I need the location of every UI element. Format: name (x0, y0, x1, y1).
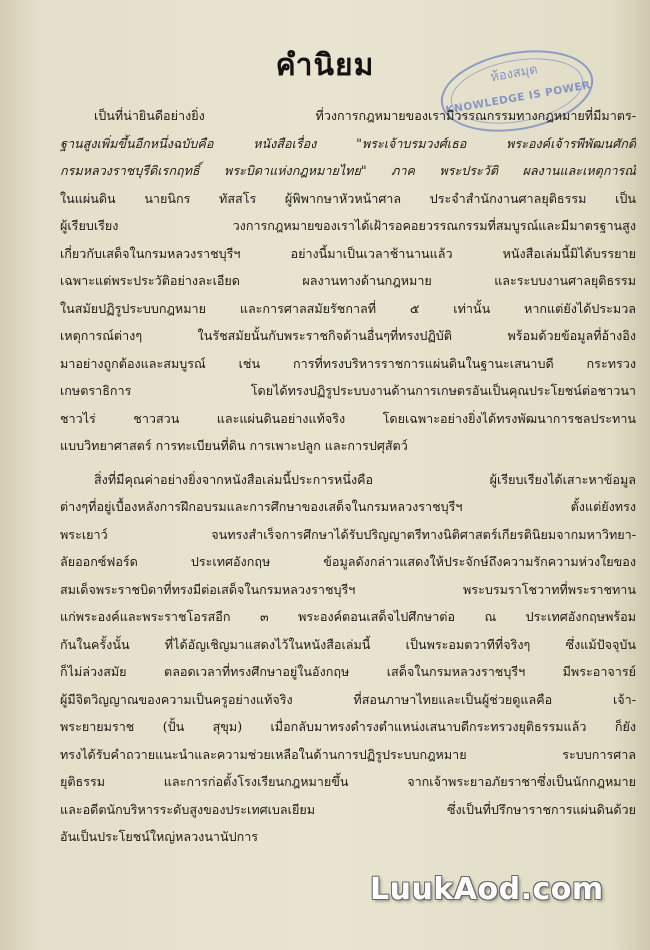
stamp-top-text: ห้องสมุด (489, 62, 539, 86)
body-line: ก็ไม่ล่วงสมัย ตลอดเวลาที่ทรงศึกษาอยู่ในอังกฤษ เสด็จในกรมหลวงราชบุรีฯ มีพระอาจารย์ (60, 664, 636, 679)
stamp-bottom-text: KNOWLEDGE IS POWER (444, 79, 592, 117)
body-line: ผู้มีจิตวิญญาณของความเป็นครูอย่างแท้จริง ที่สอนภาษาไทยและเป็นผู้ช่วยดูแลคือ เจ้า- (60, 691, 636, 707)
body-line: เกี่ยวกับเสด็จในกรมหลวงราชบุรีฯ อย่างนี้มาเป็นเวลาช้านานแล้ว หนังสือเล่มนี้มิได้บรรยาย (60, 245, 636, 261)
body-line: พระยายมราช (ปั้น สุขุม) เมื่อกลับมาทรงดำรงตำแหน่งเสนาบดีกระทรวงยุติธรรมแล้ว ก็ยัง (60, 719, 636, 734)
body-line: พระเยาว์ จนทรงสำเร็จการศึกษาได้รับปริญญาตรีทางนิติศาสตร์เกียรตินิยมจากมหาวิทยา- (60, 526, 636, 542)
body-line: ทรงได้รับคำถวายแนะนำและความช่วยเหลือในด้านการปฏิรูประบบกฎหมาย ระบบการศาล (60, 746, 636, 762)
foreword-body (60, 102, 636, 851)
body-line: ในแผ่นดิน นายนิกร ทัสสโร ผู้พิพากษาหัวหน้าศาล ประจำสำนักงานศาลยุติธรรม เป็น (60, 190, 636, 206)
page-title: คำนิยม (275, 48, 375, 83)
site-watermark: LuukAod.com (370, 872, 604, 907)
body-line: กรมหลวงราชบุรีดิเรกฤทธิ์ พระบิดาแห่งกฎหมายไทย" ภาค พระประวัติ ผลงานและเหตุการณ์ (60, 163, 636, 178)
body-line: เกษตราธิการ โดยได้ทรงปฏิรูประบบงานด้านการเกษตรอันเป็นคุณประโยชน์ต่อชาวนา (60, 383, 636, 398)
body-line: กันในครั้งนั้น ที่ได้อัญเชิญมาแสดงไว้ในหนังสือเล่มนี้ เป็นพระอมตวาทีที่จริงๆ ซึ่งแม้ปัจจุบัน (60, 636, 636, 652)
body-line: แก่พระองค์และพระราชโอรสอีก ๓ พระองค์ตอนเสด็จไปศึกษาต่อ ณ ประเทศอังกฤษพร้อม (60, 609, 636, 624)
body-line: แบบวิทยาศาสตร์ การทะเบียนที่ดิน การเพาะปลูก และการปศุสัตว์ (60, 438, 408, 453)
body-line: ชาวไร่ ชาวสวน และแผ่นดินอย่างแท้จริง โดยเฉพาะอย่างยิ่งได้ทรงพัฒนาการชลประทาน (60, 410, 636, 426)
body-line: มาอย่างถูกต้องและสมบูรณ์ เช่น การที่ทรงบริหารราชการแผ่นดินในฐานะเสนาบดี กระทรวง (60, 355, 636, 371)
body-line: สิ่งที่มีคุณค่าอย่างยิ่งจากหนังสือเล่มนี้ประการหนึ่งคือ ผู้เรียบเรียงได้เสาะหาข้อมูล (94, 471, 636, 487)
body-line: เหตุการณ์ต่างๆ ในรัชสมัยนั้นกับพระราชกิจด้านอื่นๆที่ทรงปฏิบัติ พร้อมด้วยข้อมูลที่อ้างอิง (60, 328, 636, 343)
body-line: ลัยออกซ์ฟอร์ด ประเทศอังกฤษ ข้อมูลดังกล่าวแสดงให้ประจักษ์ถึงความรักความห่วงใยของ (60, 554, 636, 569)
body-line: ในสมัยปฏิรูประบบกฎหมาย และการศาลสมัยรัชกาลที่ ๕ เท่านั้น หากแต่ยังได้ประมวล (60, 300, 636, 316)
body-line: ยุติธรรม และการก่อตั้งโรงเรียนกฎหมายขึ้น จากเจ้าพระยาอภัยราชาซึ่งเป็นนักกฎหมาย (60, 774, 636, 789)
body-line: ฐานสูงเพิ่มขึ้นอีกหนึ่งฉบับคือ หนังสือเรื่อง "พระเจ้าบรมวงศ์เธอ พระองค์เจ้ารพีพัฒนศักดิ์ (60, 135, 636, 151)
body-line: เป็นที่น่ายินดีอย่างยิ่ง ที่วงการกฎหมายของเรามีวรรณกรรมทางกฎหมายที่มีมาตร- (94, 108, 636, 123)
body-line: ต่างๆที่อยู่เบื้องหลังการฝึกอบรมและการศึกษาของเสด็จในกรมหลวงราชบุรีฯ ตั้งแต่ยังทรง (60, 499, 636, 514)
body-line: อันเป็นประโยชน์ใหญ่หลวงนานัปการ (60, 829, 259, 844)
body-line: เฉพาะแต่พระประวัติอย่างละเอียด ผลงานทางด้านกฎหมาย และระบบงานศาลยุติธรรม (60, 273, 636, 288)
body-line: สมเด็จพระราชบิดาที่ทรงมีต่อเสด็จในกรมหลวงราชบุรีฯ พระบรมราโชวาทที่พระราชทาน (60, 581, 636, 597)
body-line: และอดีตนักบริหารระดับสูงของประเทศเบลเยียม ซึ่งเป็นที่ปรึกษาราชการแผ่นดินด้วย (60, 801, 636, 817)
body-line: ผู้เรียบเรียง วงการกฎหมายของเราได้เฝ้ารอคอยวรรณกรรมที่สมบูรณ์และมีมาตรฐานสูง (60, 218, 636, 233)
